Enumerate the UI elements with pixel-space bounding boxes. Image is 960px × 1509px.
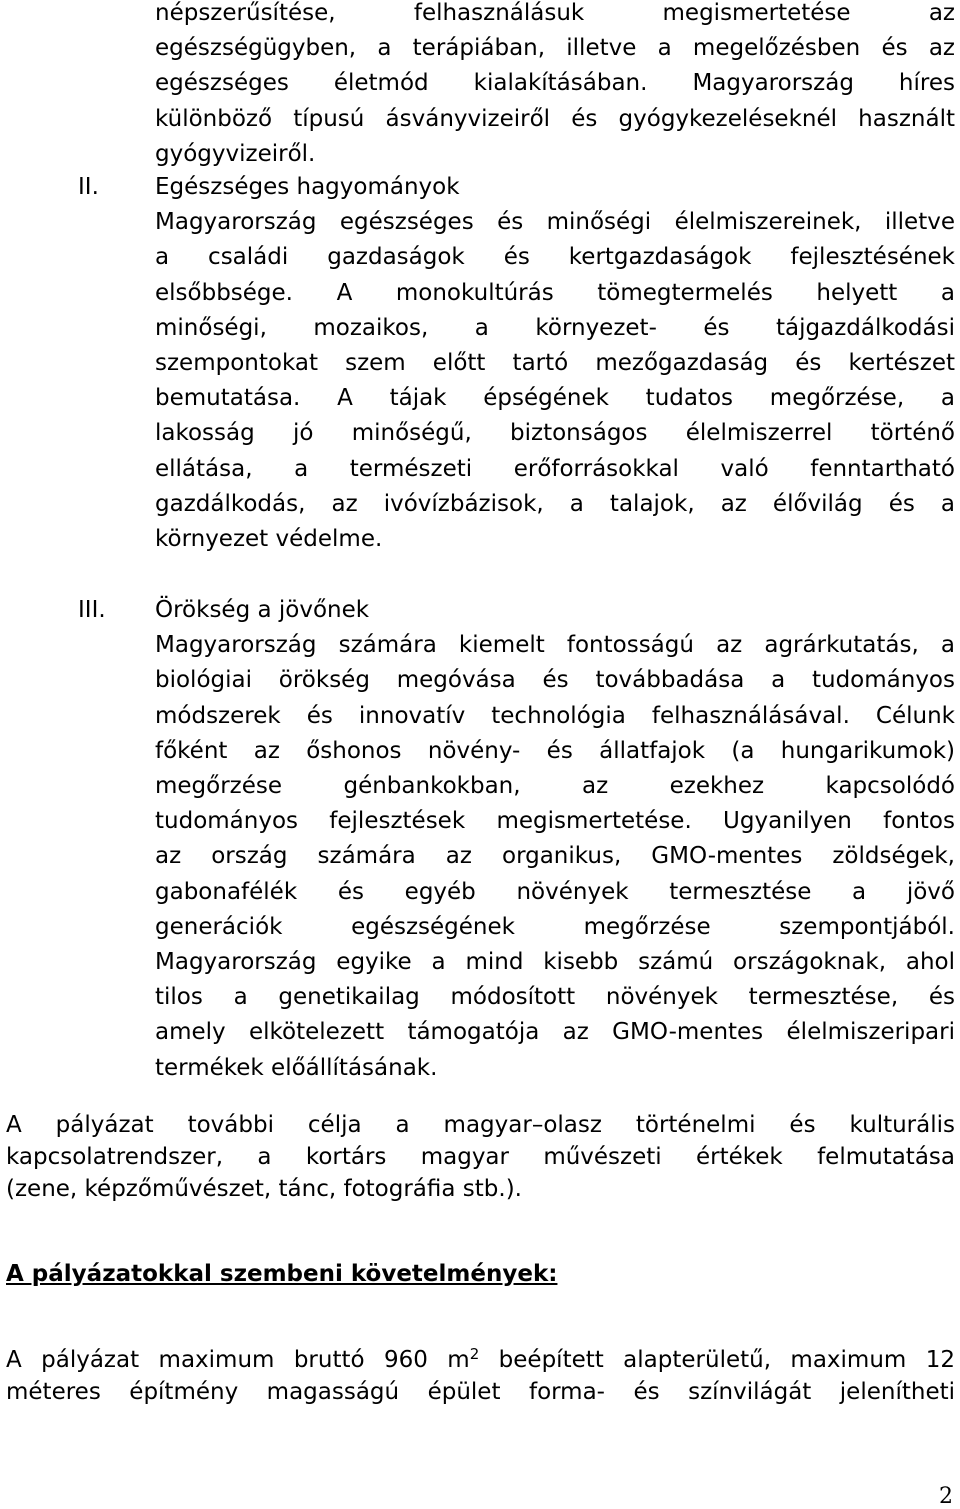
text-line: biológiai örökség megóvása és továbbadása a tudományos [155,667,955,694]
text-line: főként az őshonos növény- és állatfajok (a hungarikumok) [155,737,955,764]
text-line: termékek előállításának. [155,1054,438,1081]
text-line: gabonafélék és egyéb növények termesztése a jövő [155,878,955,905]
section-3 [155,593,955,1086]
text-line: a családi gazdaságok és kertgazdaságok fejlesztésének [155,244,955,271]
requirements-paragraph [6,1344,955,1408]
text-line: módszerek és innovatív technológia felhasználásával. Célunk [155,702,955,729]
text-line: (zene, képzőművészet, tánc, fotográfia stb.). [6,1176,522,1202]
text-line: generációk egészségének megőrzése szempontjából. [155,913,955,940]
text-line: amely elkötelezett támogatója az GMO-mentes élelmiszeripari [155,1019,955,1046]
section-2-title: Egészséges hagyományok [155,174,460,200]
intro-continuation [155,0,955,172]
text-line: gyógyvizeiről. [155,140,316,167]
page-number: 2 [939,1484,953,1509]
section-2-numeral: II. [78,174,99,200]
text-line: megőrzése génbankokban, az ezekhez kapcsolódó [155,773,955,800]
section-3-numeral: III. [78,597,106,623]
text-line: népszerűsítése, felhasználásuk megismertetése az [155,0,955,26]
text-line: egészséges életmód kialakításában. Magyarország híres [155,70,955,97]
text-line: A pályázat további célja a magyar–olasz történelmi és kulturális [6,1112,955,1138]
text-line: egészségügyben, a terápiában, illetve a megelőzésben és az [155,35,955,62]
goal-paragraph [6,1109,955,1205]
superscript: 2 [469,1345,480,1363]
text-line: ellátása, a természeti erőforrásokkal való fenntartható [155,455,955,482]
text-line: gazdálkodás, az ivóvízbázisok, a talajok, az élővilág és a [155,490,955,517]
text-line: minőségi, mozaikos, a környezet- és tájgazdálkodási [155,314,955,341]
text-line: bemutatása. A tájak épségének tudatos megőrzése, a [155,385,955,412]
text-line: Magyarország számára kiemelt fontosságú az agrárkutatás, a [155,632,955,659]
text-fragment: beépített alapterületű, maximum 12 [479,1347,955,1373]
text-line: Magyarország egyike a mind kisebb számú országoknak, ahol [155,949,955,976]
text-line: lakosság jó minőségű, biztonságos élelmiszerrel történő [155,420,955,447]
text-line: méteres építmény magasságú épület forma- és színvilágát jelenítheti [6,1379,955,1405]
text-line: az ország számára az organikus, GMO-mentes zöldségek, [155,843,955,870]
text-line: különböző típusú ásványvizeiről és gyógykezeléseknél használt [155,105,955,132]
text-line: környezet védelme. [155,526,383,553]
text-line: szempontokat szem előtt tartó mezőgazdaság és kertészet [155,350,955,377]
requirements-heading: A pályázatokkal szembeni követelmények: [6,1261,558,1287]
text-line: Magyarország egészséges és minőségi élelmiszereinek, illetve [155,209,955,236]
text-line: tudományos fejlesztések megismertetése. Ugyanilyen fontos [155,808,955,835]
text-line: kapcsolatrendszer, a kortárs magyar művészeti értékek felmutatása [6,1144,955,1170]
text-line: tilos a genetikailag módosított növények termesztése, és [155,984,955,1011]
text-fragment: A pályázat maximum bruttó 960 m [6,1347,470,1373]
section-2 [155,170,955,557]
text-line: elsőbbsége. A monokultúrás tömegtermelés helyett a [155,279,955,306]
section-3-title: Örökség a jövőnek [155,597,370,623]
text-line [6,1344,955,1376]
